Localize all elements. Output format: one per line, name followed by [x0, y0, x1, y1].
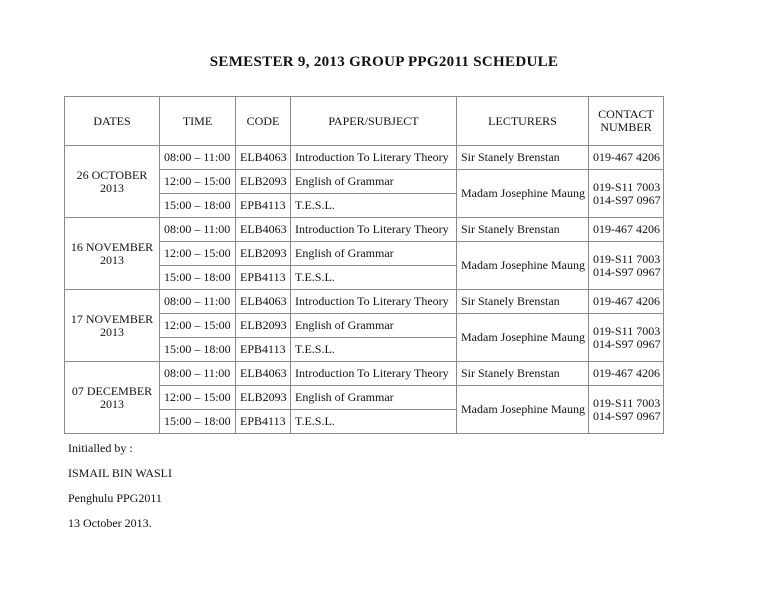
table-row [65, 362, 664, 386]
contact-number: 014-S97 0967 [593, 408, 661, 423]
code-cell: ELB4063 [236, 218, 291, 242]
date-cell: 16 NOVEMBER 2013 [65, 218, 160, 290]
header-time: TIME [160, 97, 236, 146]
date-cell: 07 DECEMBER 2013 [65, 362, 160, 434]
contact-cell: 019-467 4206 [589, 290, 664, 314]
subject-cell: Introduction To Literary Theory [291, 218, 457, 242]
lecturer-cell: Sir Stanely Brenstan [457, 290, 589, 314]
code-cell: ELB2093 [236, 314, 291, 338]
signer-role: Penghulu PPG2011 [68, 491, 162, 505]
subject-cell: English of Grammar [291, 242, 457, 266]
lecturer-cell: Madam Josephine Maung [457, 386, 589, 434]
time-cell: 12:00 – 15:00 [160, 386, 236, 410]
lecturer-cell: Madam Josephine Maung [457, 170, 589, 218]
header-row [65, 97, 664, 146]
date-cell: 26 OCTOBER 2013 [65, 146, 160, 218]
time-cell: 12:00 – 15:00 [160, 314, 236, 338]
time-cell: 12:00 – 15:00 [160, 170, 236, 194]
header-dates: DATES [65, 97, 160, 146]
code-cell: ELB4063 [236, 362, 291, 386]
subject-cell: Introduction To Literary Theory [291, 362, 457, 386]
contact-number: 014-S97 0967 [593, 336, 661, 351]
header-code: CODE [236, 97, 291, 146]
lecturer-cell: Madam Josephine Maung [457, 314, 589, 362]
contact-cell: 019-467 4206 [589, 362, 664, 386]
contact-number: 019-S11 7003 [593, 395, 661, 410]
code-cell: EPB4113 [236, 410, 291, 434]
contact-cell [589, 314, 664, 362]
time-cell: 15:00 – 18:00 [160, 338, 236, 362]
subject-cell: T.E.S.L. [291, 338, 457, 362]
lecturer-cell: Madam Josephine Maung [457, 242, 589, 290]
code-cell: EPB4113 [236, 338, 291, 362]
contact-number: 019-S11 7003 [593, 179, 661, 194]
contact-number: 014-S97 0967 [593, 192, 661, 207]
time-cell: 12:00 – 15:00 [160, 242, 236, 266]
table-row [65, 146, 664, 170]
header-lecturers: LECTURERS [457, 97, 589, 146]
code-cell: ELB4063 [236, 290, 291, 314]
lecturer-cell: Sir Stanely Brenstan [457, 218, 589, 242]
initialled-label: Initialled by : [68, 441, 133, 455]
signed-date: 13 October 2013. [68, 516, 152, 530]
time-cell: 08:00 – 11:00 [160, 362, 236, 386]
contact-number: 014-S97 0967 [593, 264, 661, 279]
time-cell: 08:00 – 11:00 [160, 290, 236, 314]
header-subject: PAPER/SUBJECT [291, 97, 457, 146]
subject-cell: T.E.S.L. [291, 266, 457, 290]
code-cell: ELB2093 [236, 170, 291, 194]
lecturer-cell: Sir Stanely Brenstan [457, 362, 589, 386]
time-cell: 15:00 – 18:00 [160, 266, 236, 290]
contact-cell [589, 170, 664, 218]
subject-cell: English of Grammar [291, 170, 457, 194]
time-cell: 15:00 – 18:00 [160, 410, 236, 434]
lecturer-cell: Sir Stanely Brenstan [457, 146, 589, 170]
contact-number: 019-S11 7003 [593, 251, 661, 266]
subject-cell: English of Grammar [291, 314, 457, 338]
subject-cell: Introduction To Literary Theory [291, 290, 457, 314]
contact-number: 019-S11 7003 [593, 323, 661, 338]
contact-cell: 019-467 4206 [589, 146, 664, 170]
code-cell: EPB4113 [236, 194, 291, 218]
time-cell: 08:00 – 11:00 [160, 218, 236, 242]
subject-cell: T.E.S.L. [291, 410, 457, 434]
time-cell: 15:00 – 18:00 [160, 194, 236, 218]
contact-cell [589, 386, 664, 434]
signer-name: ISMAIL BIN WASLI [68, 466, 172, 480]
contact-cell: 019-467 4206 [589, 218, 664, 242]
contact-cell [589, 242, 664, 290]
code-cell: ELB4063 [236, 146, 291, 170]
subject-cell: Introduction To Literary Theory [291, 146, 457, 170]
subject-cell: English of Grammar [291, 386, 457, 410]
code-cell: ELB2093 [236, 242, 291, 266]
schedule-table [64, 96, 664, 434]
page-title: SEMESTER 9, 2013 GROUP PPG2011 SCHEDULE [209, 54, 559, 70]
code-cell: ELB2093 [236, 386, 291, 410]
time-cell: 08:00 – 11:00 [160, 146, 236, 170]
date-cell: 17 NOVEMBER 2013 [65, 290, 160, 362]
header-contact: CONTACT NUMBER [589, 97, 664, 146]
table-row [65, 218, 664, 242]
code-cell: EPB4113 [236, 266, 291, 290]
table-row [65, 290, 664, 314]
subject-cell: T.E.S.L. [291, 194, 457, 218]
